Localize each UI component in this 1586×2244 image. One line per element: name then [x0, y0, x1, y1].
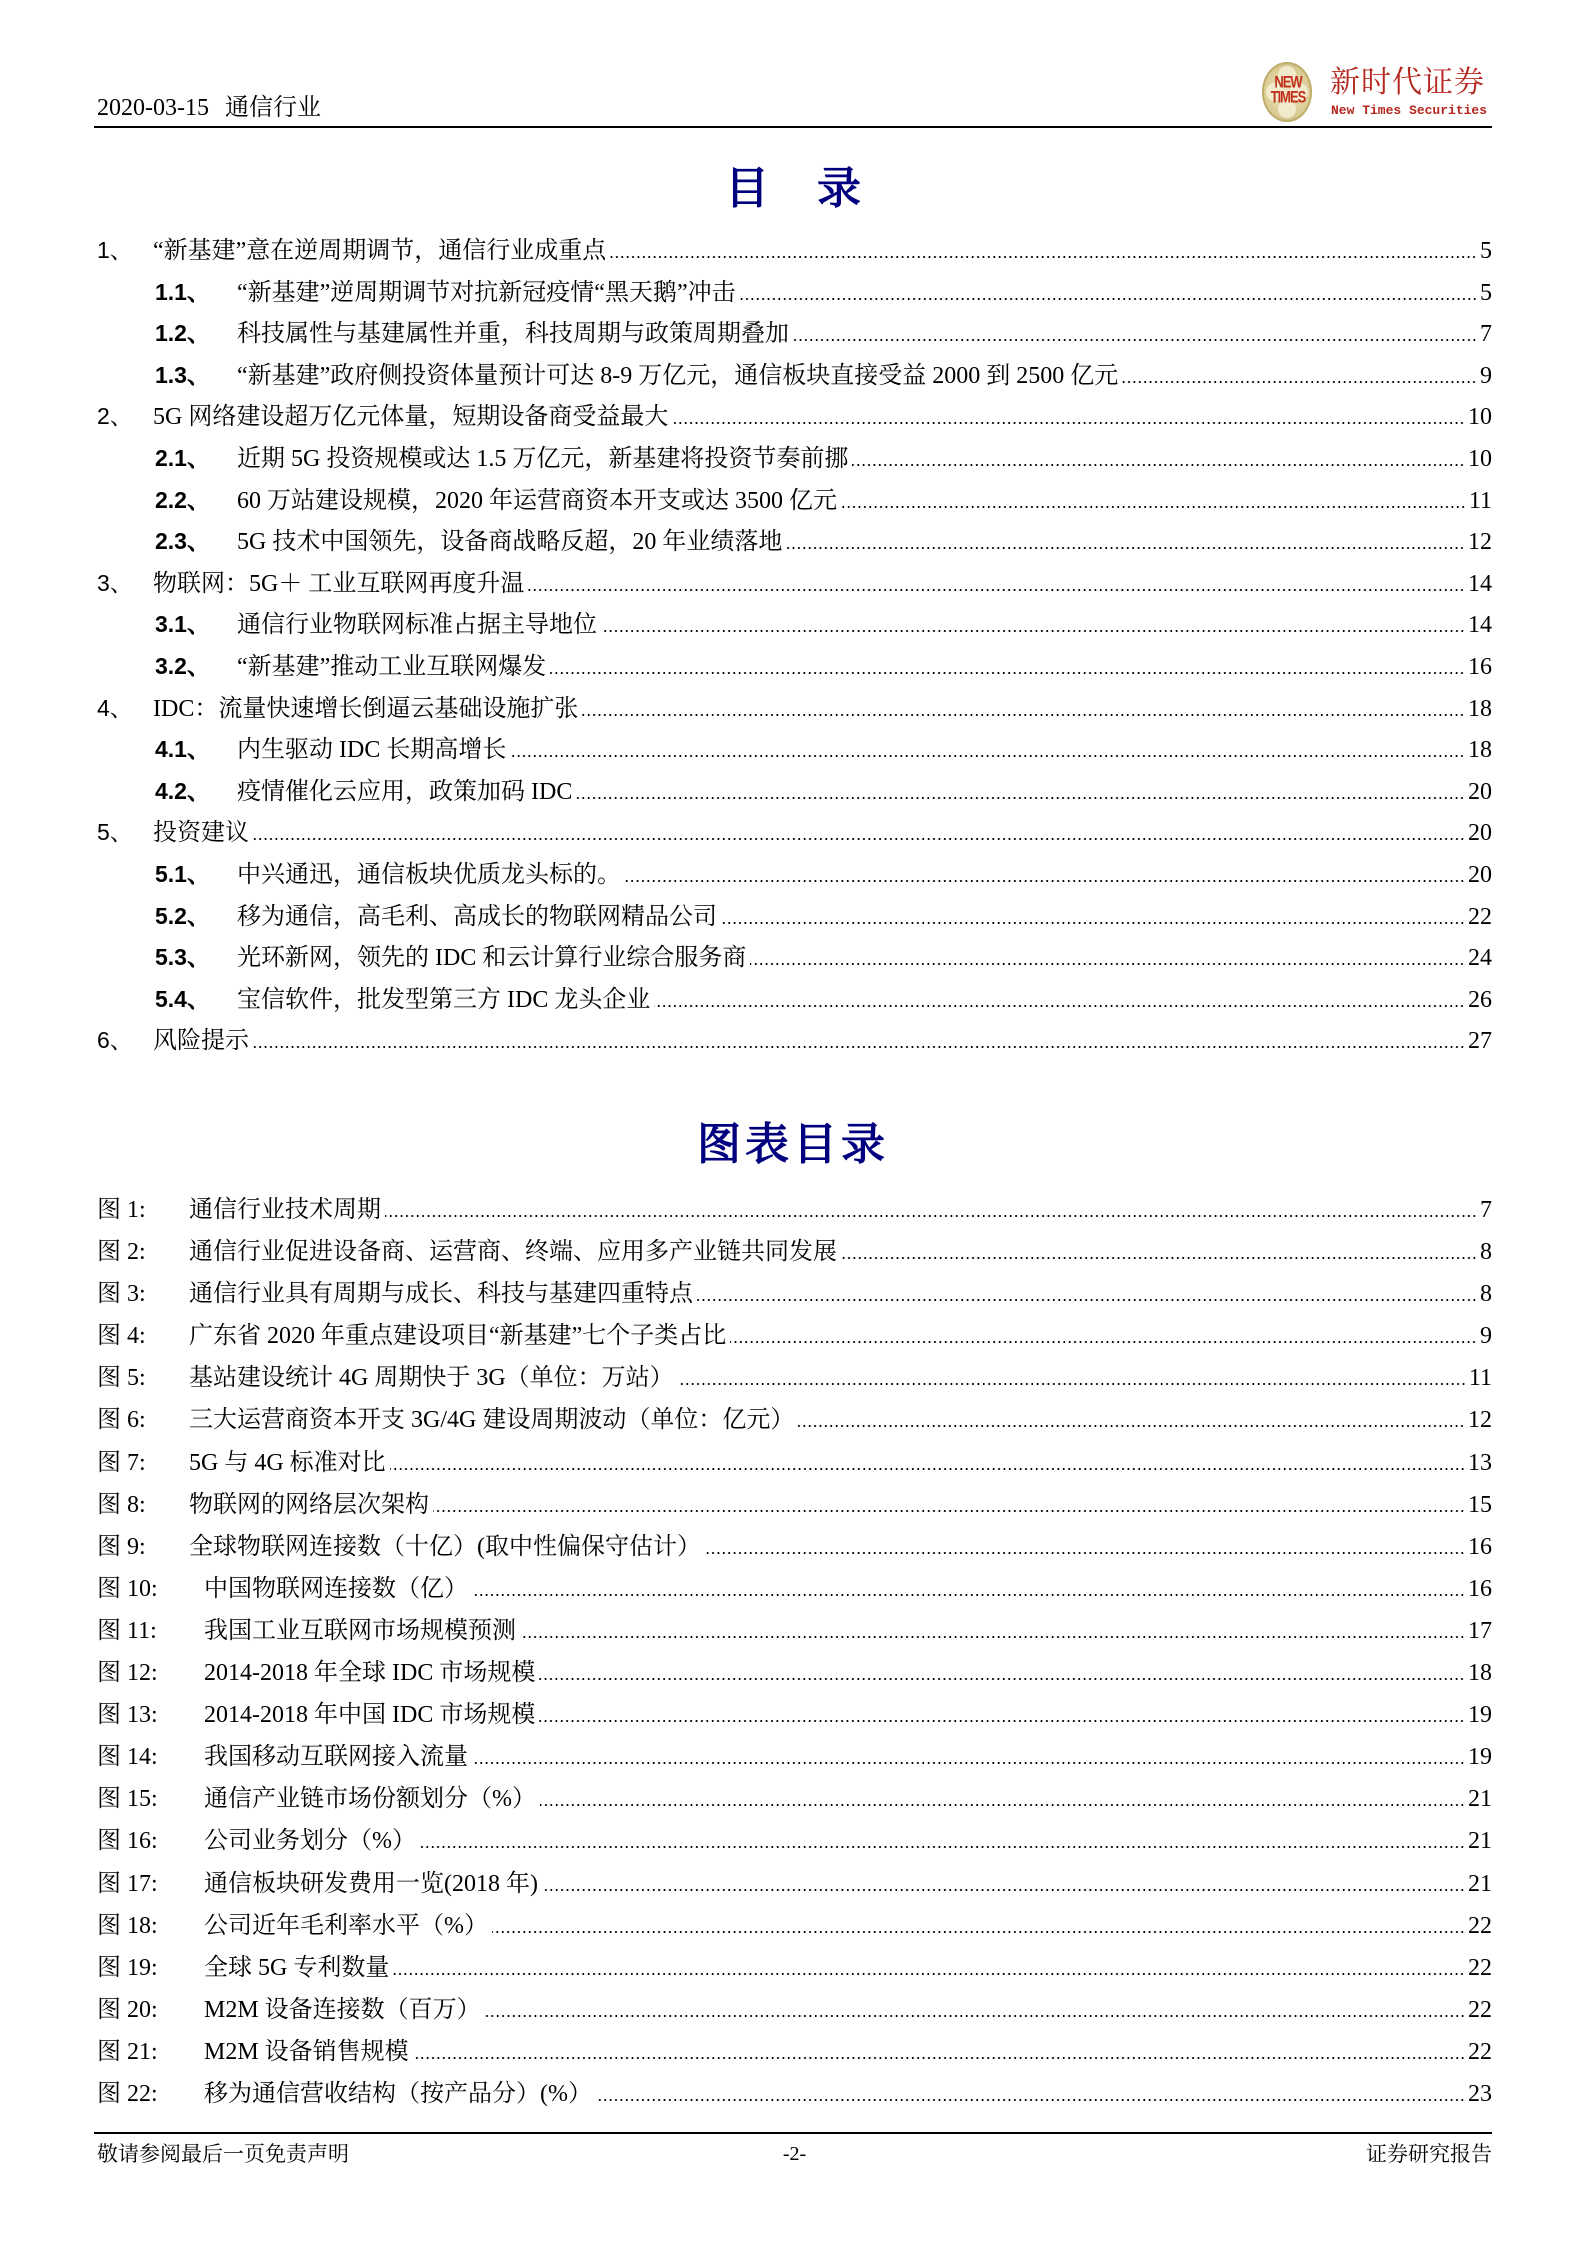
entry-page-number[interactable]: 20 [1468, 778, 1492, 805]
entry-number: 图 22: [97, 2080, 158, 2107]
entry-title[interactable]: 通信行业促进设备商、运营商、终端、应用多产业链共同发展 [189, 1239, 837, 1266]
entry-page-number[interactable]: 20 [1468, 820, 1492, 847]
entry-number: 图 4: [97, 1323, 146, 1350]
dot-leader [654, 1003, 1465, 1009]
dot-leader [852, 462, 1465, 468]
dot-leader [697, 1297, 1477, 1303]
toc-entry-subsection[interactable] [97, 729, 1492, 771]
toc-entry-section[interactable] [97, 1020, 1492, 1062]
entry-title[interactable]: 中国物联网连接数（亿） [204, 1575, 468, 1602]
entry-number: 6、 [97, 1027, 133, 1054]
entry-page-number[interactable]: 14 [1468, 570, 1492, 597]
entry-number: 3、 [97, 569, 133, 596]
dot-leader [540, 1802, 1465, 1808]
entry-number: 图 9: [97, 1533, 146, 1560]
dot-leader [601, 628, 1465, 634]
logo-text-line1: NEW [1274, 72, 1302, 92]
dot-leader [793, 337, 1477, 343]
dot-leader [841, 1255, 1477, 1261]
figure-list-entry[interactable] [97, 1778, 1492, 1820]
entry-number: 图 2: [97, 1239, 146, 1266]
dot-leader [413, 2055, 1465, 2061]
entry-page-number[interactable]: 18 [1468, 737, 1492, 764]
entry-number: 2.2、 [155, 486, 210, 513]
toc-entry-subsection[interactable] [97, 646, 1492, 688]
toc-list [97, 230, 1492, 1062]
dot-leader [492, 1929, 1465, 1935]
dot-leader [786, 545, 1465, 551]
entry-title[interactable]: M2M 设备连接数（百万） [204, 1996, 481, 2023]
entry-title[interactable]: M2M 设备销售规模 [204, 2038, 409, 2065]
entry-number: 1.1、 [155, 278, 210, 305]
entry-title[interactable]: 全球物联网连接数（十亿）(取中性偏保守估计） [189, 1533, 701, 1560]
toc-title: 目录 [725, 163, 909, 214]
report-date: 2020-03-15 [97, 95, 209, 121]
figure-list-entry[interactable] [97, 1568, 1492, 1610]
figure-list-entry[interactable] [97, 1442, 1492, 1484]
dot-leader [841, 504, 1466, 510]
entry-title[interactable]: 移为通信营收结构（按产品分）(%） [204, 2080, 592, 2107]
entry-title[interactable]: 2014-2018 年全球 IDC 市场规模 [204, 1660, 536, 1687]
entry-title[interactable]: IDC：流量快速增长倒逼云基础设施扩张 [153, 695, 579, 722]
dot-leader [582, 712, 1465, 718]
entry-title[interactable]: 疫情催化云应用，政策加码 IDC [237, 778, 573, 805]
entry-page-number[interactable]: 18 [1468, 695, 1492, 722]
dot-leader [433, 1508, 1465, 1514]
dot-leader [253, 1044, 1465, 1050]
dot-leader [472, 1592, 1465, 1598]
figure-list-entry[interactable] [97, 1736, 1492, 1778]
dot-leader [539, 1718, 1465, 1724]
dot-leader [253, 836, 1465, 842]
entry-page-number[interactable]: 22 [1468, 1954, 1492, 1981]
figure-list-entry[interactable] [97, 1863, 1492, 1905]
dot-leader [528, 587, 1465, 593]
dot-leader [798, 1423, 1465, 1429]
dot-leader [721, 920, 1465, 926]
entry-number: 图 3: [97, 1281, 146, 1308]
figure-list-entry[interactable] [97, 1189, 1492, 1231]
entry-number: 5、 [97, 819, 133, 846]
entry-title[interactable]: 物联网：5G＋ 工业互联网再度升温 [153, 570, 525, 597]
entry-number: 图 13: [97, 1702, 158, 1729]
entry-title[interactable]: 我国移动互联网接入流量 [204, 1744, 468, 1771]
entry-page-number[interactable]: 5 [1480, 279, 1492, 306]
entry-page-number[interactable]: 22 [1468, 1996, 1492, 2023]
entry-page-number[interactable]: 10 [1468, 445, 1492, 472]
entry-number: 图 12: [97, 1660, 158, 1687]
footer-divider [94, 2132, 1492, 2134]
dot-leader [550, 670, 1465, 676]
entry-page-number[interactable]: 16 [1468, 1575, 1492, 1602]
brand-name-english: New Times Securities [1331, 103, 1488, 118]
entry-page-number[interactable]: 12 [1468, 529, 1492, 556]
entry-page-number[interactable]: 8 [1480, 1239, 1492, 1266]
dot-leader [539, 1676, 1465, 1682]
entry-page-number[interactable]: 11 [1468, 1365, 1492, 1392]
industry-label: 通信行业 [224, 95, 321, 121]
toc-entry-section[interactable] [97, 230, 1492, 272]
entry-page-number[interactable]: 21 [1468, 1786, 1492, 1813]
entry-page-number[interactable]: 5 [1480, 238, 1492, 264]
entry-page-number[interactable]: 7 [1480, 1197, 1492, 1223]
entry-page-number[interactable]: 12 [1468, 1407, 1492, 1434]
entry-page-number[interactable]: 21 [1468, 1870, 1492, 1897]
page-footer [97, 2141, 1492, 2167]
dot-leader [390, 1466, 1465, 1472]
entry-title[interactable]: 风险提示 [153, 1028, 249, 1055]
entry-number: 1、 [97, 237, 133, 263]
entry-page-number[interactable]: 22 [1468, 903, 1492, 930]
dot-leader [485, 2013, 1465, 2019]
dot-leader [740, 296, 1477, 302]
entry-page-number[interactable]: 17 [1468, 1617, 1492, 1644]
figure-list-entry[interactable] [97, 2073, 1492, 2115]
entry-number: 图 16: [97, 1828, 158, 1855]
entry-page-number[interactable]: 23 [1468, 2080, 1492, 2107]
dot-leader [625, 878, 1465, 884]
dot-leader [705, 1550, 1465, 1556]
dot-leader [610, 254, 1477, 260]
toc-entry-subsection[interactable] [97, 771, 1492, 813]
figure-list-entry[interactable] [97, 1526, 1492, 1568]
entry-page-number[interactable]: 10 [1468, 404, 1492, 431]
entry-title[interactable]: 我国工业互联网市场规模预测 [204, 1617, 516, 1644]
figure-list-entry[interactable] [97, 1652, 1492, 1694]
dot-leader [672, 420, 1465, 426]
entry-page-number[interactable]: 19 [1468, 1744, 1492, 1771]
entry-title[interactable]: 投资建议 [153, 820, 249, 847]
entry-title[interactable]: “新基建”推动工业互联网爆发 [237, 653, 547, 680]
toc-entry-subsection[interactable] [97, 979, 1492, 1021]
entry-title[interactable]: 60 万站建设规模，2020 年运营商资本开支或达 3500 亿元 [237, 487, 837, 514]
toc-entry-section[interactable] [97, 396, 1492, 438]
dot-leader [393, 1971, 1465, 1977]
entry-page-number[interactable]: 9 [1480, 362, 1492, 389]
entry-number: 2.1、 [155, 444, 210, 471]
entry-title[interactable]: 中兴通迅，通信板块优质龙头标的。 [237, 861, 621, 888]
entry-title[interactable]: 广东省 2020 年重点建设项目“新基建”七个子类占比 [189, 1323, 727, 1350]
page-header-left [97, 94, 321, 122]
entry-page-number[interactable]: 27 [1468, 1028, 1492, 1055]
new-times-logo-icon [1262, 62, 1312, 122]
figure-list-entry[interactable] [97, 1484, 1492, 1526]
figure-list-entry[interactable] [97, 1610, 1492, 1652]
entry-title[interactable]: 移为通信，高毛利、高成长的物联网精品公司 [237, 903, 717, 930]
entry-page-number[interactable]: 19 [1468, 1702, 1492, 1729]
toc-entry-subsection[interactable] [97, 438, 1492, 480]
figure-list-entry[interactable] [97, 1694, 1492, 1736]
entry-number: 图 11: [97, 1617, 157, 1644]
toc-entry-section[interactable] [97, 688, 1492, 730]
entry-number: 图 17: [97, 1870, 158, 1897]
entry-number: 图 20: [97, 1996, 158, 2023]
entry-page-number[interactable]: 8 [1480, 1281, 1492, 1308]
entry-number: 5.3、 [155, 944, 210, 971]
entry-number: 3.1、 [155, 611, 210, 638]
entry-title[interactable]: 公司近年毛利率水平（%） [204, 1912, 488, 1939]
entry-page-number[interactable]: 13 [1468, 1449, 1492, 1476]
entry-number: 4.2、 [155, 777, 210, 804]
figure-list-entry[interactable] [97, 1357, 1492, 1399]
entry-page-number[interactable]: 9 [1480, 1323, 1492, 1350]
brand-name-chinese: 新时代证券 [1330, 66, 1485, 99]
page-number: -2- [782, 2143, 807, 2165]
toc-entry-subsection[interactable] [97, 896, 1492, 938]
toc-entry-subsection[interactable] [97, 854, 1492, 896]
entry-title[interactable]: 近期 5G 投资规模或达 1.5 万亿元，新基建将投资节奏前挪 [237, 445, 849, 472]
figure-list [97, 1189, 1492, 2115]
toc-entry-section[interactable] [97, 812, 1492, 854]
entry-page-number[interactable]: 22 [1468, 2038, 1492, 2065]
entry-page-number[interactable]: 14 [1468, 612, 1492, 639]
entry-title[interactable]: 内生驱动 IDC 长期高增长 [237, 737, 507, 764]
entry-page-number[interactable]: 24 [1468, 945, 1492, 972]
entry-number: 2.3、 [155, 528, 210, 555]
toc-entry-subsection[interactable] [97, 480, 1492, 522]
entry-title[interactable]: 光环新网，领先的 IDC 和云计算行业综合服务商 [237, 945, 747, 972]
entry-title[interactable]: 基站建设统计 4G 周期快于 3G（单位：万站） [189, 1365, 674, 1392]
entry-title[interactable]: 通信行业技术周期 [189, 1197, 381, 1223]
logo-text-line2: TIMES [1270, 87, 1306, 107]
entry-number: 4.1、 [155, 736, 210, 763]
figure-list-title: 图表目录 [697, 1119, 889, 1170]
entry-title[interactable]: 5G 网络建设超万亿元体量，短期设备商受益最大 [153, 404, 669, 431]
entry-number: 4、 [97, 694, 133, 721]
entry-title[interactable]: 科技属性与基建属性并重，科技周期与政策周期叠加 [237, 321, 789, 348]
figure-list-entry[interactable] [97, 1989, 1492, 2031]
dot-leader [385, 1213, 1477, 1219]
figure-list-entry[interactable] [97, 1315, 1492, 1357]
header-divider [94, 126, 1492, 128]
entry-number: 图 10: [97, 1575, 158, 1602]
entry-number: 图 14: [97, 1744, 158, 1771]
entry-page-number[interactable]: 16 [1468, 653, 1492, 680]
report-type: 证券研究报告 [1366, 2142, 1492, 2166]
entry-number: 2、 [97, 403, 133, 430]
entry-page-number[interactable]: 11 [1468, 487, 1492, 514]
toc-entry-subsection[interactable] [97, 521, 1492, 563]
dot-leader [576, 795, 1465, 801]
entry-page-number[interactable]: 7 [1480, 321, 1492, 348]
entry-page-number[interactable]: 15 [1468, 1491, 1492, 1518]
dot-leader [596, 2097, 1465, 2103]
entry-number: 1.3、 [155, 361, 210, 388]
figure-list-entry[interactable] [97, 2031, 1492, 2073]
dot-leader [750, 961, 1465, 967]
disclaimer-note: 敬请参阅最后一页免责声明 [97, 2142, 349, 2166]
entry-number: 图 5: [97, 1365, 146, 1392]
entry-title[interactable]: 公司业务划分（%） [204, 1828, 416, 1855]
toc-entry-section[interactable] [97, 563, 1492, 605]
entry-number: 图 18: [97, 1912, 158, 1939]
figure-list-entry[interactable] [97, 1905, 1492, 1947]
entry-number: 5.1、 [155, 860, 210, 887]
entry-page-number[interactable]: 16 [1468, 1533, 1492, 1560]
entry-number: 图 7: [97, 1449, 146, 1476]
entry-page-number[interactable]: 20 [1468, 861, 1492, 888]
entry-number: 图 19: [97, 1954, 158, 1981]
entry-number: 1.2、 [155, 320, 210, 347]
dot-leader [420, 1844, 1465, 1850]
entry-page-number[interactable]: 22 [1468, 1912, 1492, 1939]
figure-list-entry[interactable] [97, 1231, 1492, 1273]
entry-title[interactable]: 2014-2018 年中国 IDC 市场规模 [204, 1702, 536, 1729]
toc-entry-subsection[interactable] [97, 355, 1492, 397]
entry-title[interactable]: 宝信软件，批发型第三方 IDC 龙头企业 [237, 986, 651, 1013]
entry-number: 图 15: [97, 1786, 158, 1813]
dot-leader [542, 1887, 1465, 1893]
logo-text [1258, 72, 1318, 107]
dot-leader [730, 1339, 1477, 1345]
entry-page-number[interactable]: 18 [1468, 1660, 1492, 1687]
entry-title[interactable]: 5G 与 4G 标准对比 [189, 1449, 386, 1476]
toc-entry-subsection[interactable] [97, 604, 1492, 646]
dot-leader [472, 1760, 1465, 1766]
entry-number: 图 1: [97, 1197, 146, 1223]
entry-page-number[interactable]: 21 [1468, 1828, 1492, 1855]
figure-list-entry[interactable] [97, 1947, 1492, 1989]
entry-title[interactable]: 三大运营商资本开支 3G/4G 建设周期波动（单位：亿元） [189, 1407, 795, 1434]
entry-title[interactable]: 5G 技术中国领先，设备商战略反超，20 年业绩落地 [237, 529, 783, 556]
entry-page-number[interactable]: 26 [1468, 986, 1492, 1013]
dot-leader [678, 1381, 1466, 1387]
dot-leader [510, 753, 1465, 759]
entry-number: 图 8: [97, 1491, 146, 1518]
entry-title[interactable]: “新基建”政府侧投资体量预计可达 8-9 万亿元，通信板块直接受益 2000 到 2500 亿元 [237, 362, 1119, 389]
entry-title[interactable]: 通信板块研发费用一览(2018 年) [204, 1870, 538, 1897]
entry-number: 3.2、 [155, 652, 210, 679]
entry-title[interactable]: 通信产业链市场份额划分（%） [204, 1786, 536, 1813]
figure-list-entry[interactable] [97, 1820, 1492, 1862]
entry-title[interactable]: “新基建”逆周期调节对抗新冠疫情“黑天鹅”冲击 [237, 279, 736, 306]
entry-title[interactable]: 物联网的网络层次架构 [189, 1491, 429, 1518]
dot-leader [520, 1634, 1465, 1640]
entry-title[interactable]: 通信行业物联网标准占据主导地位 [237, 612, 597, 639]
entry-number: 图 21: [97, 2038, 158, 2065]
entry-title[interactable]: “新基建”意在逆周期调节，通信行业成重点 [153, 238, 607, 264]
entry-title[interactable]: 全球 5G 专利数量 [204, 1954, 390, 1981]
toc-entry-subsection[interactable] [97, 313, 1492, 355]
toc-entry-subsection[interactable] [97, 937, 1492, 979]
figure-list-entry[interactable] [97, 1273, 1492, 1315]
toc-entry-subsection[interactable] [97, 272, 1492, 314]
entry-title[interactable]: 通信行业具有周期与成长、科技与基建四重特点 [189, 1281, 693, 1308]
entry-number: 图 6: [97, 1407, 146, 1434]
figure-list-entry[interactable] [97, 1399, 1492, 1441]
dot-leader [1122, 379, 1477, 385]
entry-number: 5.2、 [155, 902, 210, 929]
entry-number: 5.4、 [155, 985, 210, 1012]
